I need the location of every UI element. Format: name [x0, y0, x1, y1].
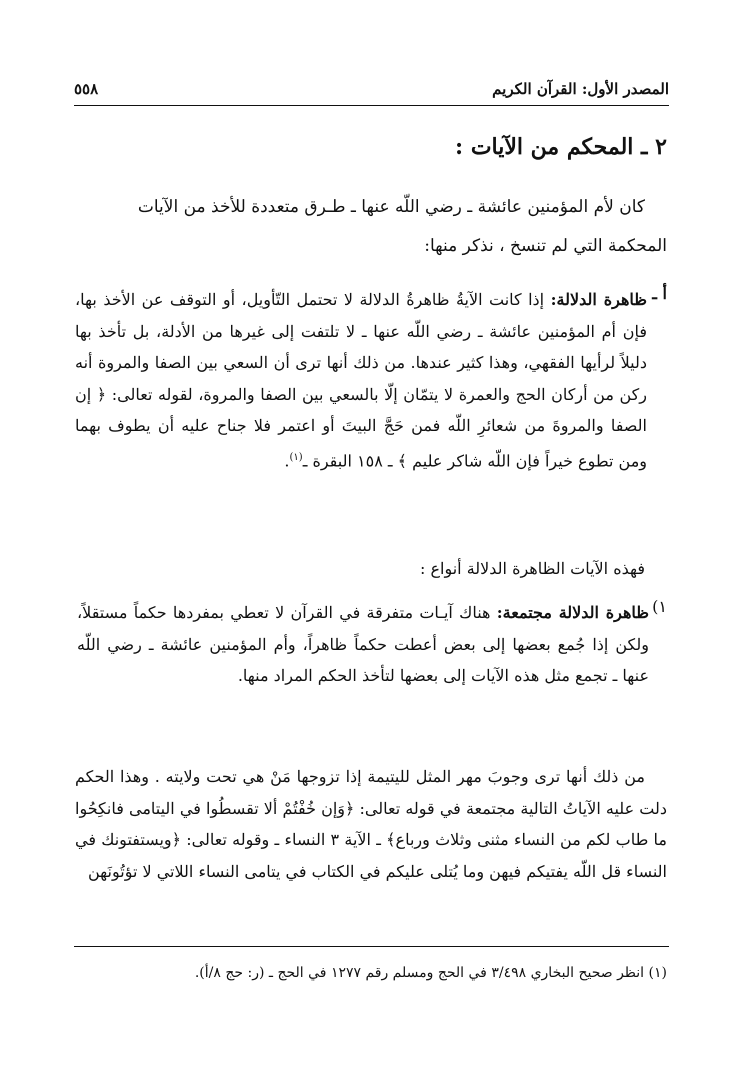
running-header-title: المصدر الأول: القرآن الكريم — [492, 80, 669, 98]
item-a-text: إذا كانت الآيةُ ظاهرةُ الدلالة لا تحتمل التّأويل، أو التوقف عن الأخذ بها، فإن أم المؤمنين عائشة ـ رضي اللّه عنها ـ لا تلتفت إلى غيرها من الأدلة، بل تأخذ بها دليلاً لرأيها الفقهي، وهذا كثير عندها. من ذلك أنها ترى أن السعي بين الصفا والمروة أنه ركن من أركان الحج والعمرة لا يتمّان إلّا بالسعي بين الصفا والمروة، لقوله تعالى: ﴿ إن الصفا والمروةَ من شعائرِ اللّه فمن حَجَّ البيتَ أو اعتمر فلا جناح عليه أن يطوف بهما ومن تطوع خيراً فإن اللّه شاكر عليم ﴾ ـ ١٥٨ البقرة ـ — [75, 290, 647, 470]
footnote-rule — [74, 946, 669, 947]
header-rule — [74, 105, 669, 106]
item-a-term: ظاهرة الدلالة: — [550, 290, 648, 309]
section-heading: ٢ ـ المحكم من الآيات : — [455, 134, 667, 160]
item-a-paragraph — [75, 284, 647, 476]
footnote-ref[interactable]: (١) — [289, 451, 303, 463]
item-1-term: ظاهرة الدلالة مجتمعة: — [496, 603, 650, 622]
footnote: (١) انظر صحيح البخاري ٣/٤٩٨ في الحج ومسلم رقم ١٢٧٧ في الحج ـ (ر: حج ٨/أ). — [194, 965, 667, 981]
body-paragraph-text: من ذلك أنها ترى وجوبَ مهر المثل لليتيمة إذا تزوجها مَنْ هي تحت ولايته . وهذا الحكم دلت عليه الآياتُ التالية مجتمعة في قوله تعالى: ﴿وَإن خُفْتُمْ ألا تقسطُوا في اليتامى فانكِحُوا ما طاب لكم من النساء مثنى وثلاث ورباع﴾ ـ الآية ٣ النساء ـ وقوله تعالى: ﴿ويستفتونك في النساء قل اللّه يفتيكم فيهن وما يُتلى عليكم في الكتاب في يتامى النساء اللاتي لا تؤتُونَهن — [75, 767, 667, 881]
item-1-number: ١) — [652, 597, 667, 616]
item-1-text: هناك آيـات متفرقة في القرآن لا تعطي بمفردها حكماً مستقلاً، ولكن إذا جُمع بعضها إلى بعض أعطت حكماً ظاهراً، وأم المؤمنين عائشة ـ رضي اللّه عنها ـ تجمع مثل هذه الآيات إلى بعضها لتأخذ الحكم المراد منها. — [77, 603, 649, 685]
intro-line-1-text: كان لأم المؤمنين عائشة ـ رضي اللّه عنها ـ طـرق متعددة للأخذ من الآيات — [137, 197, 645, 217]
item-a-end: . — [284, 450, 290, 470]
page-number: ٥٥٨ — [74, 80, 99, 98]
body-paragraph — [75, 761, 667, 887]
item-a-letter: أ ـ — [652, 284, 667, 303]
intro-line-1 — [73, 189, 667, 226]
item-1-paragraph — [77, 597, 649, 692]
types-line: فهذه الآيات الظاهرة الدلالة أنواع : — [419, 559, 645, 578]
intro-line-2: المحكمة التي لم تنسخ ، نذكر منها: — [424, 236, 667, 256]
